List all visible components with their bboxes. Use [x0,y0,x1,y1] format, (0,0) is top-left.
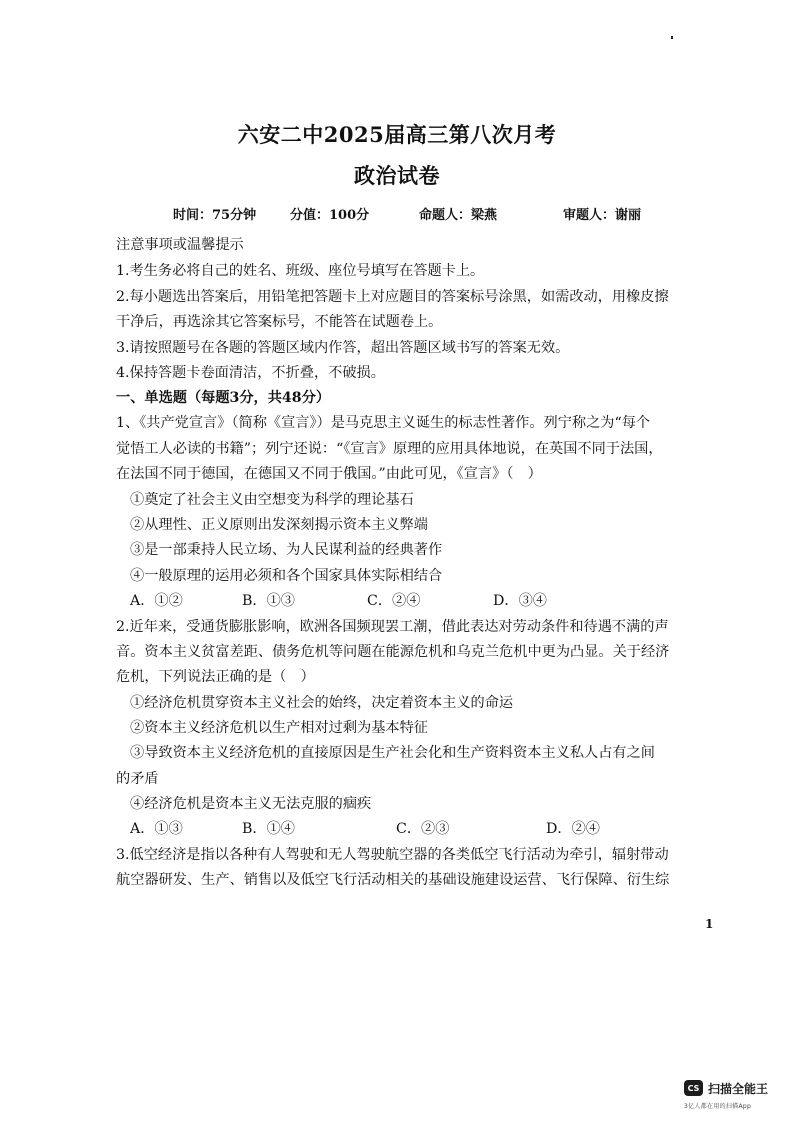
question-1-option-b: B．①③ [242,593,295,609]
question-1-statement: ①奠定了社会主义由空想变为科学的理论基石 [130,492,414,508]
notice-item: 3.请按照题号在各题的答题区域内作答，超出答题区域书写的答案无效。 [116,340,570,356]
question-2-option-a: A．①③ [130,821,183,837]
question-2-statement: 的矛盾 [116,771,159,787]
watermark-name: 扫描全能王 [708,1082,769,1096]
question-3-line: 3.低空经济是指以各种有人驾驶和无人驾驶航空器的各类低空飞行活动为牵引，辐射带动 [116,847,669,863]
question-2-statement: ③导致资本主义经济危机的直接原因是生产社会化和生产资料资本主义私人占有之间 [130,745,655,761]
exam-author: 命题人：梁燕 [419,208,498,223]
question-1-option-c: C．②④ [367,593,421,609]
question-2-option-b: B．①④ [242,821,295,837]
question-1-statement: ④一般原理的运用必须和各个国家具体实际相结合 [130,568,443,584]
exam-reviewer: 审题人：谢丽 [563,208,642,223]
question-1-line: 在法国不同于德国，在德国又不同于俄国。”由此可见，《宣言》（ ） [116,466,542,482]
question-1-statement: ②从理性、正义原则出发深刻揭示资本主义弊端 [130,517,428,533]
question-1-option-a: A．①② [130,593,183,609]
section-heading: 一、单选题（每题3分，共48分） [116,390,331,406]
question-1-statement: ③是一部秉持人民立场、为人民谋利益的经典著作 [130,542,443,558]
notice-heading: 注意事项或温馨提示 [116,237,244,253]
notice-item: 2.每小题选出答案后，用铅笔把答题卡上对应题目的答案标号涂黑，如需改动，用橡皮擦 [116,289,669,305]
exam-subtitle: 政治试卷 [354,163,440,188]
camscanner-logo-icon: CS [684,1080,703,1096]
question-1-line: 1、《共产党宣言》（简称《宣言》）是马克思主义诞生的标志性著作。列宁称之为“每个 [116,415,651,431]
notice-item: 4.保持答题卡卷面清洁，不折叠，不破损。 [116,365,385,381]
exam-score: 分值：100分 [290,208,370,223]
scan-dot-mark [671,36,673,39]
question-1-option-d: D．③④ [493,593,547,609]
watermark-tagline: 3亿人都在用的扫描App [684,1103,752,1110]
notice-item: 干净后，再选涂其它答案标号，不能答在试题卷上。 [116,314,443,330]
question-2-line: 危机，下列说法正确的是（ ） [116,669,315,685]
question-2-statement: ④经济危机是资本主义无法克服的痼疾 [130,796,372,812]
question-2-option-d: D．②④ [546,821,600,837]
question-2-line: 音。资本主义贫富差距、债务危机等问题在能源危机和乌克兰危机中更为凸显。关于经济 [116,644,670,660]
question-3-line: 航空器研发、生产、销售以及低空飞行活动相关的基础设施建设运营、飞行保障、衍生综 [116,872,670,888]
question-2-line: 2.近年来，受通货膨胀影响，欧洲各国频现罢工潮，借此表达对劳动条件和待遇不满的声 [116,619,669,635]
question-2-option-c: C．②③ [396,821,450,837]
notice-item: 1.考生务必将自己的姓名、班级、座位号填写在答题卡上。 [116,263,485,279]
question-2-statement: ②资本主义经济危机以生产相对过剩为基本特征 [130,720,428,736]
exam-time: 时间：75分钟 [173,208,257,223]
question-1-line: 觉悟工人必读的书籍”；列宁还说：“《宣言》原理的应用具体地说，在英国不同于法国， [116,441,663,457]
question-2-statement: ①经济危机贯穿资本主义社会的始终，决定着资本主义的命运 [130,695,514,711]
page-number: 1 [705,917,714,931]
exam-title: 六安二中2025届高三第八次月考 [237,122,557,147]
